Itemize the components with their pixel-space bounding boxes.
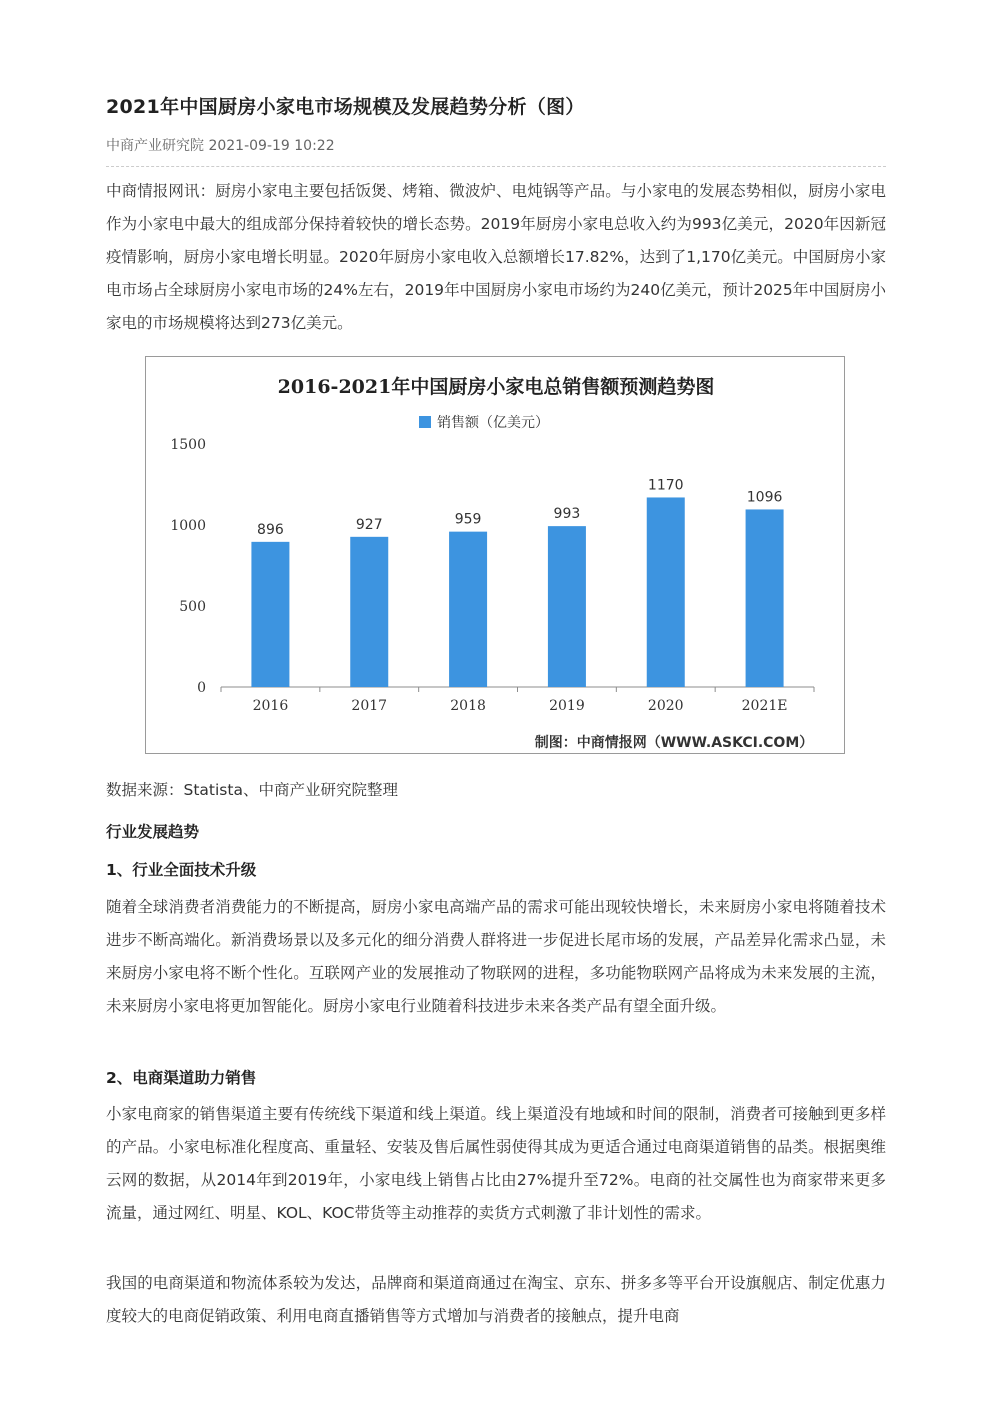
legend-swatch: [419, 416, 431, 428]
x-tick-label: 2019: [549, 698, 585, 714]
chart-data-labels: [257, 477, 782, 537]
chart-title: 2016-2021年中国厨房小家电总销售额预测趋势图: [277, 376, 715, 398]
bar-2018: [449, 532, 487, 687]
divider: [106, 166, 886, 167]
data-label-2021E: 1096: [746, 489, 783, 506]
chart-credit: 制图：中商情报网（WWW.ASKCI.COM）: [534, 735, 814, 751]
heading-tech-upgrade: 1、行业全面技术升级: [106, 861, 257, 879]
intro-paragraph: 中商情报网讯：厨房小家电主要包括饭煲、烤箱、微波炉、电炖锅等产品。与小家电的发展态势相似，厨房小家电作为小家电中最大的组成部分保持着较快的增长态势。2019年厨房小家电总收入约为993亿美元，2020年因新冠疫情影响，厨房小家电增长明显。2020年厨房小家电收入总额增长17.82%，达到了1,170亿美元。中国厨房小家电市场占全球厨房小家电市场的24%左右，2019年中国厨房小家电市场约为240亿美元，预计2025年中国厨房小家电的市场规模将达到273亿美元。: [106, 182, 886, 332]
legend-label: 销售额（亿美元）: [437, 415, 549, 431]
data-label-2020: 1170: [647, 477, 684, 494]
x-tick-label: 2021E: [741, 698, 788, 714]
data-source: 数据来源：Statista、中商产业研究院整理: [106, 781, 398, 799]
x-tick-label: 2018: [450, 698, 486, 714]
heading-ecommerce: 2、电商渠道助力销售: [106, 1069, 257, 1087]
bar-2020: [647, 497, 685, 687]
y-tick-label: 500: [179, 599, 206, 615]
bar-chart: [145, 356, 845, 754]
data-label-2019: 993: [553, 506, 581, 523]
chart-bars: [251, 497, 783, 687]
article-meta: 中商产业研究院 2021-09-19 10:22: [106, 138, 335, 154]
chart-svg: [146, 357, 845, 754]
data-label-2018: 959: [454, 511, 482, 528]
article-title: 2021年中国厨房小家电市场规模及发展趋势分析（图）: [106, 96, 585, 118]
y-tick-label: 0: [197, 680, 206, 696]
y-tick-label: 1500: [170, 437, 206, 453]
section-title: 行业发展趋势: [106, 823, 200, 841]
x-tick-label: 2017: [351, 698, 388, 714]
bar-2019: [548, 526, 586, 687]
paragraph-ecommerce: 小家电商家的销售渠道主要有传统线下渠道和线上渠道。线上渠道没有地域和时间的限制，消费者可接触到更多样的产品。小家电标准化程度高、重量轻、安装及售后属性弱使得其成为更适合通过电商渠道销售的品类。根据奥维云网的数据，从2014年到2019年，小家电线上销售占比由27%提升至72%。电商的社交属性也为商家带来更多流量，通过网红、明星、KOL、KOC带货等主动推荐的卖货方式刺激了非计划性的需求。: [106, 1105, 886, 1222]
data-label-2017: 927: [355, 516, 383, 533]
bar-2016: [251, 542, 289, 687]
y-tick-label: 1000: [170, 518, 206, 534]
paragraph-ecommerce-2: 我国的电商渠道和物流体系较为发达，品牌商和渠道商通过在淘宝、京东、拼多多等平台开设旗舰店、制定优惠力度较大的电商促销政策、利用电商直播销售等方式增加与消费者的接触点，提升电商: [106, 1274, 886, 1325]
x-tick-label: 2020: [647, 698, 684, 714]
data-label-2016: 896: [257, 521, 284, 538]
paragraph-tech-upgrade: 随着全球消费者消费能力的不断提高，厨房小家电高端产品的需求可能出现较快增长，未来厨房小家电将随着技术进步不断高端化。新消费场景以及多元化的细分消费人群将进一步促进长尾市场的发展，产品差异化需求凸显，未来厨房小家电将不断个性化。互联网产业的发展推动了物联网的进程，多功能物联网产品将成为未来发展的主流，未来厨房小家电将更加智能化。厨房小家电行业随着科技进步未来各类产品有望全面升级。: [106, 898, 886, 1015]
bar-2021E: [746, 509, 784, 687]
bar-2017: [350, 537, 388, 687]
x-tick-label: 2016: [252, 698, 289, 714]
